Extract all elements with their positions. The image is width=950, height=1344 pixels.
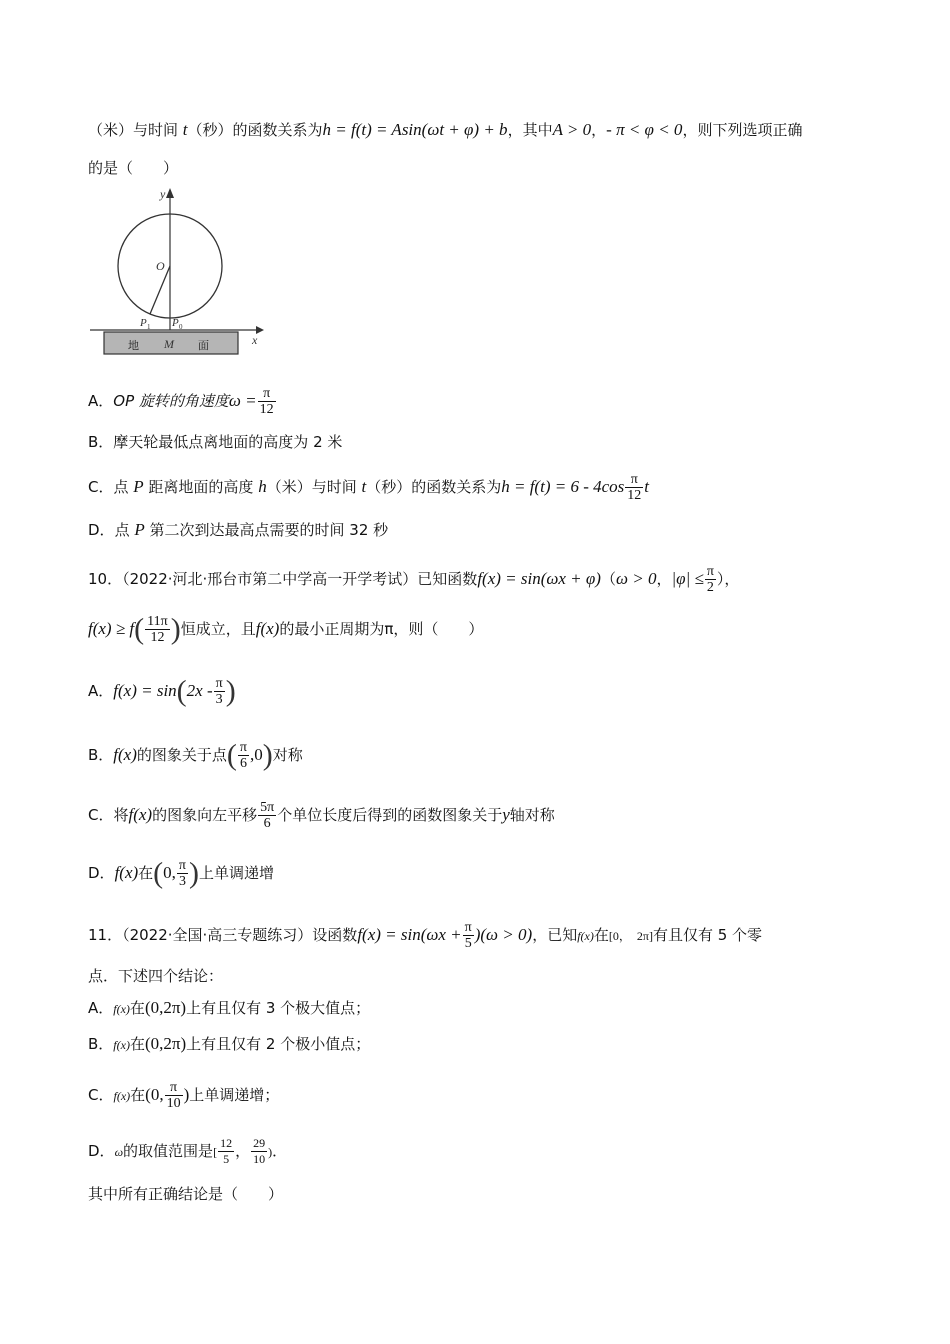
p0-subscript: 0 xyxy=(179,323,183,331)
m-label: M xyxy=(164,337,174,351)
q9-option-b: B．摩天轮最低点离地面的高度为 2 米 xyxy=(88,433,343,451)
ground-label-right: 面 xyxy=(198,339,209,352)
q10-option-c: C．将f(x)的图象向左平移 $\frac{5\pi}{6}$ 个单位长度后得到的函数图象关于y轴对称 xyxy=(88,800,555,831)
q11-option-a: A．f(x)在(0,2π)上有且仅有 3 个极大值点； xyxy=(88,998,371,1017)
radius-op1 xyxy=(150,266,170,314)
fraction: $\frac{\pi}{12}$ xyxy=(627,472,642,503)
fraction: $\frac{\pi}{5}$ xyxy=(464,920,472,951)
fraction: $\frac{12}{5}$ xyxy=(220,1136,233,1166)
center-o-label: O xyxy=(156,259,165,273)
p0-label: P xyxy=(172,317,179,329)
q9-intro-line1: （米）与时间 t（秒）的函数关系为h = f(t) = Asin(ωt + φ) + b，其中A > 0，- π < φ < 0，则下列选项正确 xyxy=(88,120,803,139)
fraction: $\frac{\pi}{2}$ xyxy=(706,564,714,595)
ferris-wheel-diagram xyxy=(88,186,268,362)
q11-option-d: D．ω的取值范围是[ $\frac{12}{5}$ ， $\frac{29}{10}$ )． xyxy=(88,1136,288,1166)
q10-option-a: A．f(x) = sin(2x - $\frac{\pi}{3}$ ) xyxy=(88,674,236,708)
q10-option-b: B．f(x)的图象关于点( $\frac{\pi}{6}$ ,0)对称 xyxy=(88,738,303,772)
q10-stem-line2: f(x) ≥ f( $\frac{11\pi}{12}$ )恒成立，且f(x)的最小正周期为π，则（ ） xyxy=(88,612,484,646)
y-axis-label: y xyxy=(160,187,166,201)
q11-option-c: C．f(x)在(0, $\frac{\pi}{10}$ )上单调递增； xyxy=(88,1080,280,1111)
q9-option-d: D．点 P 第二次到达最高点需要的时间 32 秒 xyxy=(88,520,389,539)
fraction: $\frac{5\pi}{6}$ xyxy=(260,800,275,831)
q10-option-d: D．f(x)在(0, $\frac{\pi}{3}$ )上单调递增 xyxy=(88,856,275,890)
x-axis-label: x xyxy=(252,333,258,347)
fraction: $\frac{\pi}{10}$ xyxy=(166,1080,181,1111)
q11-closing: 其中所有正确结论是（ ） xyxy=(88,1185,284,1203)
q9-option-a: A．OP 旋转的角速度ω = $\frac{\pi}{12}$ xyxy=(88,386,274,417)
p1-subscript: 1 xyxy=(147,323,151,331)
q11-option-b: B．f(x)在(0,2π)上有且仅有 2 个极小值点； xyxy=(88,1034,371,1053)
q9-intro-line2: 的是（ ） xyxy=(88,159,179,177)
q11-stem-line2: 点．下述四个结论： xyxy=(88,967,224,985)
p1-label: P xyxy=(140,317,147,329)
fraction: $\frac{11\pi}{12}$ xyxy=(147,614,168,645)
q9-height-formula: h = f(t) = Asin(ωt + φ) + b xyxy=(322,120,508,139)
ground-label-left: 地 xyxy=(128,339,139,352)
q10-stem-line1: 10．（2022·河北·邢台市第二中学高一开学考试）已知函数f(x) = sin(ωx + φ)（ω > 0，|φ| ≤ $\frac{\pi}{2}$ ）， xyxy=(88,564,740,595)
fraction: $\frac{29}{10}$ xyxy=(253,1136,266,1166)
fraction: $\frac{\pi}{3}$ xyxy=(178,858,186,889)
y-axis-arrow xyxy=(166,188,174,198)
q9-option-c: C．点 P 距离地面的高度 h（米）与时间 t（秒）的函数关系为h = f(t) = 6 - 4cos $\frac{\pi}{12}$ t xyxy=(88,472,650,503)
q11-stem-line1: 11．（2022·全国·高三专题练习）设函数f(x) = sin(ωx + $\frac{\pi}{5}$ )(ω > 0)，已知f(x)在[0， 2π]有且仅有 5 个零 xyxy=(88,920,763,951)
fraction: $\frac{\pi}{12}$ xyxy=(259,386,274,417)
fraction: $\frac{\pi}{6}$ xyxy=(239,740,247,771)
fraction: $\frac{\pi}{3}$ xyxy=(215,676,223,707)
